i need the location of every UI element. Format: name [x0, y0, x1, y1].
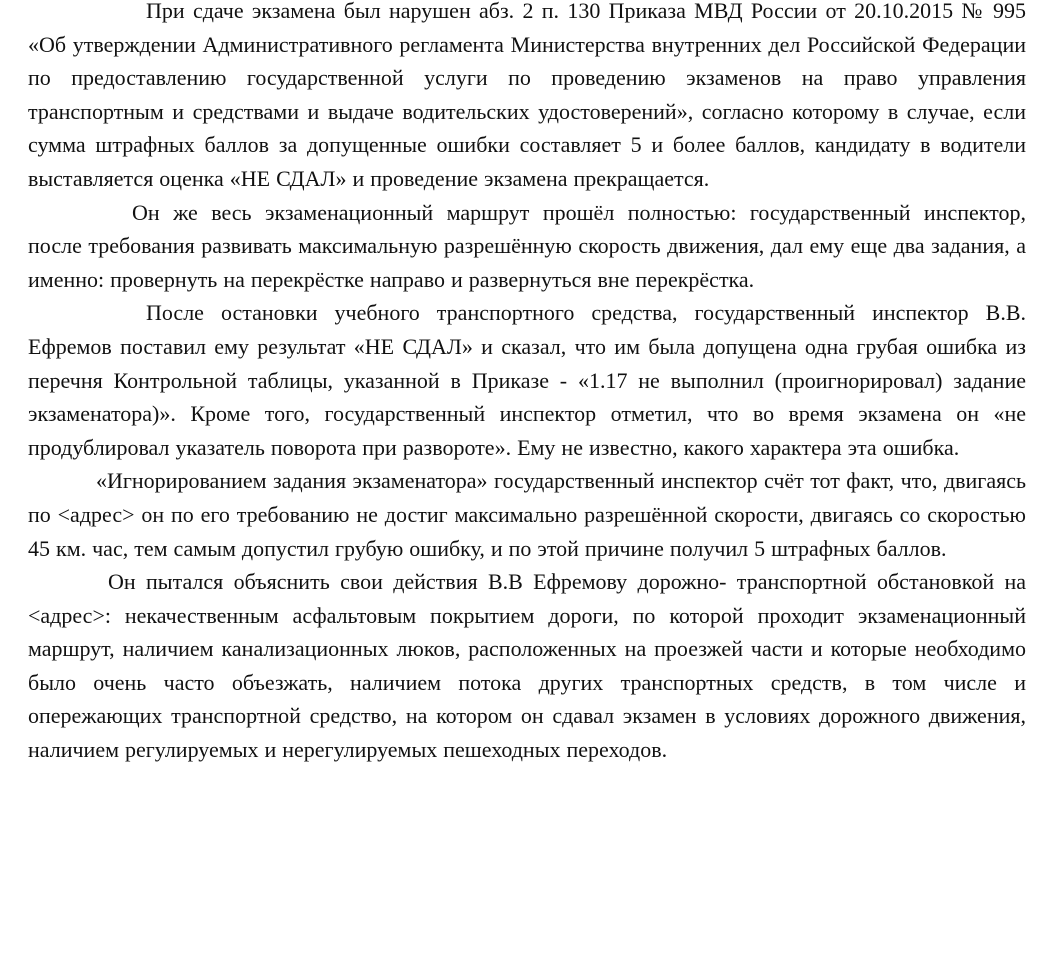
paragraph-exam-violation: При сдаче экзамена был нарушен абз. 2 п. 130 Приказа МВД России от 20.10.2015 № 995 «Об утверждении Административного регламента Министерства внутренних дел Российской Федерации по предоставлению государственной услуги по проведению экзаменов на право управления транспортным и средствами и выдаче водительских удостоверений», согласно которому в случае, если сумма штрафных баллов за допущенные ошибки составляет 5 и более баллов, кандидату в водители выставляется оценка «НЕ СДАЛ» и проведение экзамена прекращается. — [28, 0, 1026, 191]
paragraph-ignored-task: «Игнорированием задания экзаменатора» государственный инспектор счёт тот факт, что, двигаясь по <адрес> он по его требованию не достиг максимально разрешённой скорости, двигаясь со скоростью 45 км. час, тем самым допустил грубую ошибку, и по этой причине получил 5 штрафных баллов. — [28, 468, 1026, 561]
paragraph-exam-route: Он же весь экзаменационный маршрут прошёл полностью: государственный инспектор, после требования развивать максимальную разрешённую скорость движения, дал ему еще два задания, а именно: провернуть на перекрёстке направо и развернуться вне перекрёстка. — [28, 199, 1026, 292]
paragraph-exam-result: После остановки учебного транспортного средства, государственный инспектор В.В. Ефремов поставил ему результат «НЕ СДАЛ» и сказал, что им была допущена одна грубая ошибка из перечня Контрольной таблицы, указанной в Приказе - «1.17 не выполнил (проигнорировал) задание экзаменатора)». Кроме того, государственный инспектор отметил, что во время экзамена он «не продублировал указатель поворота при развороте». Ему не известно, какого характера эта ошибка. — [28, 300, 1026, 460]
paragraph-road-conditions: Он пытался объяснить свои действия В.В Ефремову дорожно- транспортной обстановкой на <адрес>: некачественным асфальтовым покрытием дороги, по которой проходит экзаменационный маршрут, наличием канализационных люков, расположенных на проезжей части и которые необходимо было очень часто объезжать, наличием потока других транспортных средств, в том числе и опережающих транспортной средство, на котором он сдавал экзамен в условиях дорожного движения, наличием регулируемых и нерегулируемых пешеходных переходов. — [28, 569, 1026, 763]
